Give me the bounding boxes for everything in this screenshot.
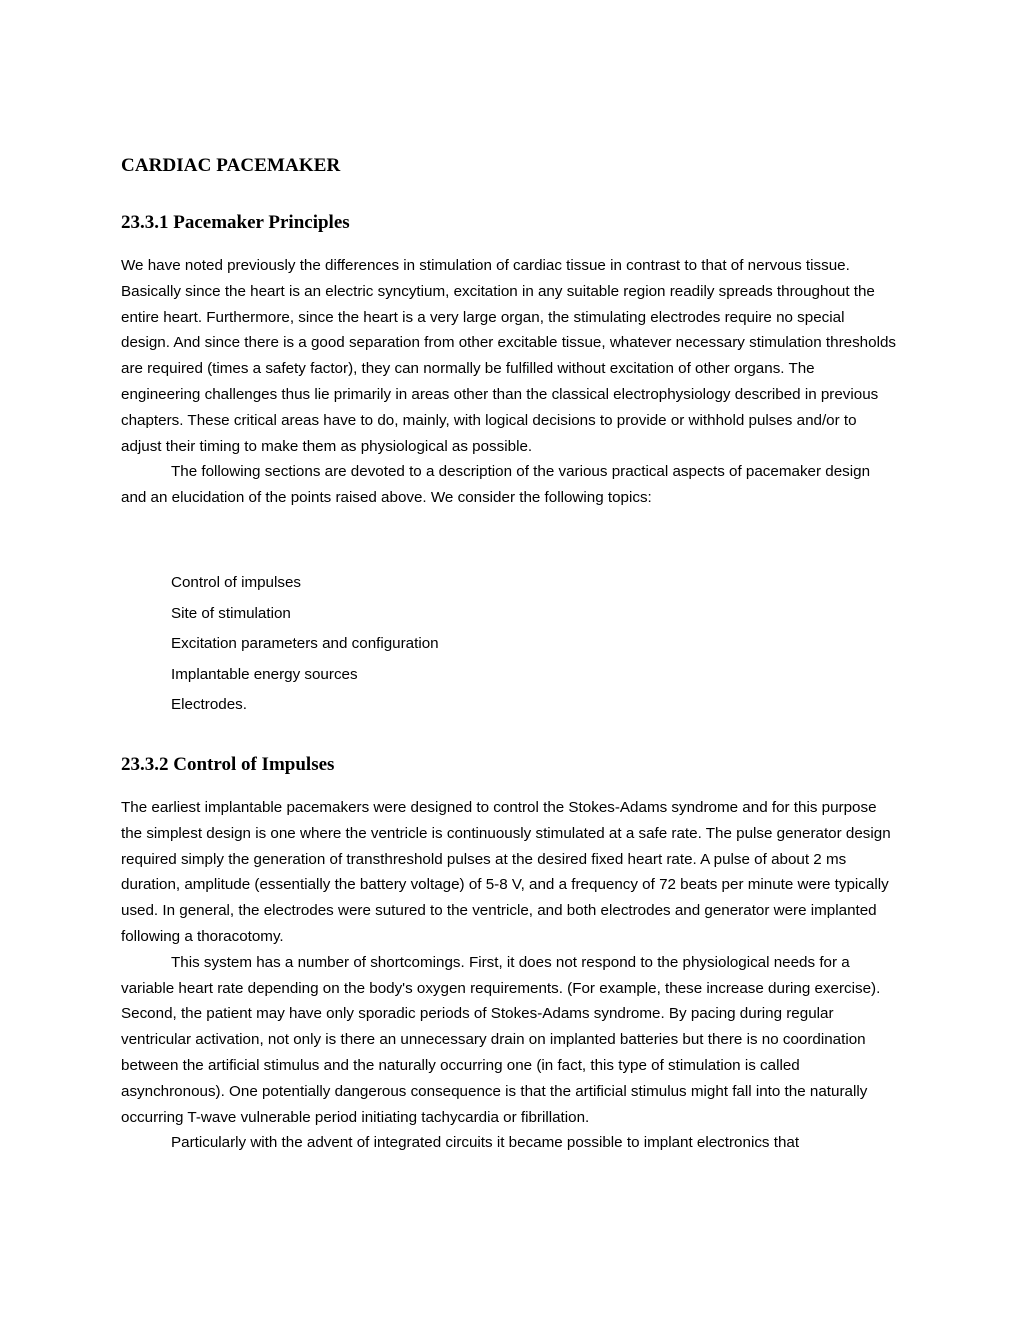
- topic-item: Control of impulses: [171, 574, 301, 591]
- paragraph: The following sections are devoted to a description of the various practical aspects of pacemaker design and an elucidation of the points raised above. We consider the following topics:: [121, 463, 871, 507]
- topic-item: Electrodes.: [171, 696, 247, 714]
- topic-item: Excitation parameters and configuration: [171, 635, 439, 653]
- paragraph: The earliest implantable pacemakers were designed to control the Stokes-Adams syndrome and for this purpose the simplest design is one where the ventricle is continuously stimulated at a safe rate. The pulse generator design required simply the generation of transthreshold pulses at the desired fixed heart rate. A pulse of about 2 ms duration, amplitude (essentially the battery voltage) of 5-8 V, and a frequency of 72 beats per minute were typically used. In general, the electrodes were sutured to the ventricle, and both electrodes and generator were implanted following a thoracotomy.: [121, 799, 891, 945]
- section-body-control-of-impulses: [121, 795, 896, 1156]
- section-body-pacemaker-principles: [121, 253, 896, 511]
- section-heading-pacemaker-principles: 23.3.1 Pacemaker Principles: [121, 212, 350, 233]
- document-title: CARDIAC PACEMAKER: [121, 155, 341, 176]
- section-heading-control-of-impulses: 23.3.2 Control of Impulses: [121, 754, 335, 775]
- topic-item: Site of stimulation: [171, 604, 291, 622]
- topics-list: [171, 568, 439, 721]
- topic-item: Implantable energy sources: [171, 665, 358, 683]
- paragraph: We have noted previously the differences in stimulation of cardiac tissue in contrast to that of nervous tissue. Basically since the heart is an electric syncytium, excitation in any suitable region readily spreads throughout the entire heart. Furthermore, since the heart is a very large organ, the stimulating electrodes require no special design. And since there is a good separation from other excitable tissue, whatever necessary stimulation thresholds are required (times a safety factor), they can normally be fulfilled without excitation of other organs. The engineering challenges thus lie primarily in areas other than the classical electrophysiology described in previous chapters. These critical areas have to do, mainly, with logical decisions to provide or withhold pulses and/or to adjust their timing to make them as physiological as possible.: [121, 257, 896, 455]
- paragraph: Particularly with the advent of integrated circuits it became possible to implant electronics that: [171, 1134, 800, 1152]
- paragraph: This system has a number of shortcomings. First, it does not respond to the physiological needs for a variable heart rate depending on the body's oxygen requirements. (For example, these increase during exercise). Second, the patient may have only sporadic periods of Stokes-Adams syndrome. By pacing during regular ventricular activation, not only is there an unnecessary drain on implanted batteries but there is no coordination between the artificial stimulus and the naturally occurring one (in fact, this type of stimulation is called asynchronous). One potentially dangerous consequence is that the artificial stimulus might fall into the naturally occurring T-wave vulnerable period initiating tachycardia or fibrillation.: [121, 953, 881, 1126]
